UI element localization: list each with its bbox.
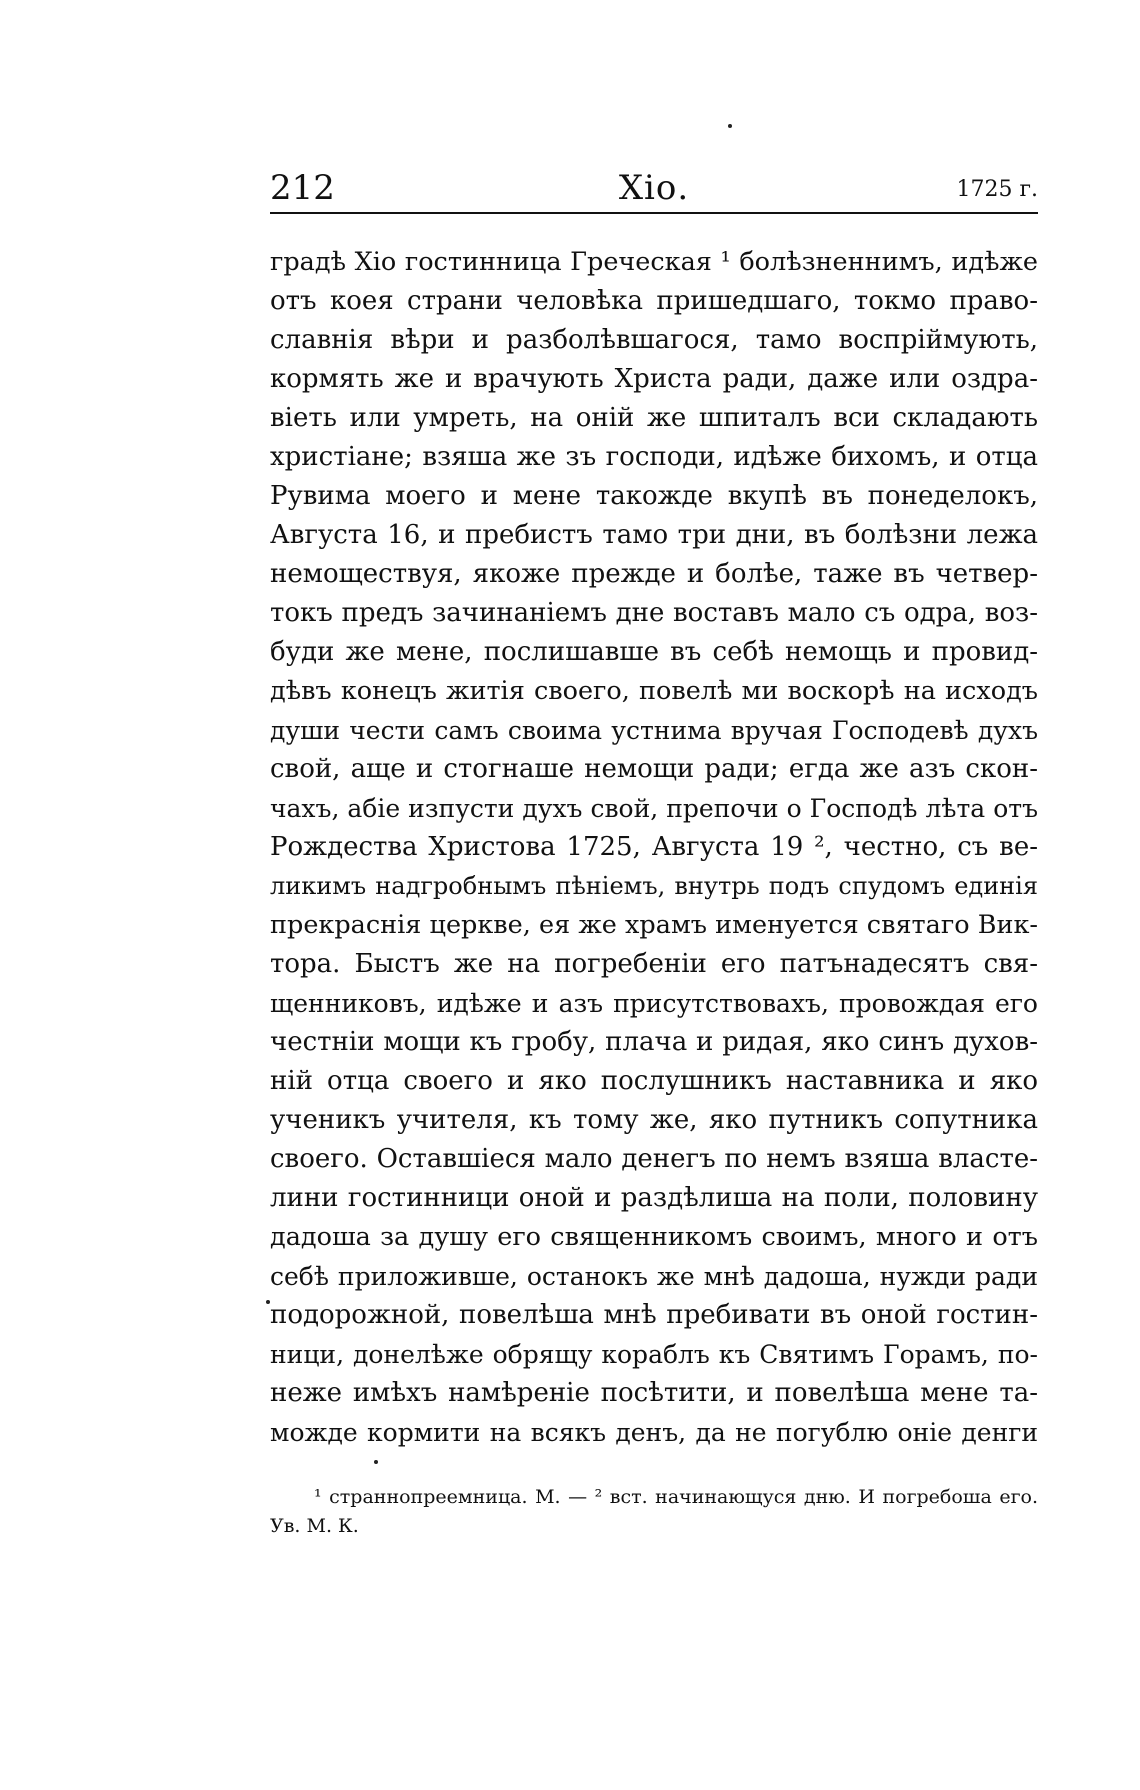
footnotes (270, 1483, 1038, 1541)
text-line: дѣвъ конецъ житія своего, повелѣ ми воскорѣ на исходъ (270, 676, 1038, 706)
text-line: свой, аще и стогнаше немощи ради; егда же азъ скон- (270, 754, 1038, 784)
text-line: честніи мощи къ гробу, плача и ридая, яко синъ духов- (270, 1027, 1038, 1057)
page-header (270, 165, 1038, 215)
text-line: Августа 16, и пребистъ тамо три дни, въ болѣзни лежа (270, 520, 1038, 550)
text-line: себѣ приложивше, останокъ же мнѣ дадоша, нужди ради (270, 1262, 1038, 1291)
text-line: щенниковъ, идѣже и азъ присутствовахъ, провождая его (270, 989, 1038, 1018)
text-line: ликимъ надгробнымъ пѣніемъ, внутрь подъ спудомъ единія (270, 872, 1038, 900)
footnote-line: Ув. М. К. (270, 1515, 359, 1537)
text-line: тора. Быстъ же на погребеніи его патънадесятъ свя- (270, 949, 1038, 979)
book-page (270, 165, 1038, 1565)
text-line: токъ предъ зачинаніемъ дне воставъ мало съ одра, воз- (270, 598, 1038, 628)
text-line: дадоша за душу его священникомъ своимъ, много и отъ (270, 1222, 1038, 1252)
text-line: віеть или умреть, на оній же шпиталъ вси складають (270, 403, 1038, 433)
running-title: Хіо. (618, 168, 690, 208)
text-line: отъ коея страни человѣка пришедшаго, токмо право- (270, 286, 1038, 316)
text-line: прекраснія церкве, ея же храмъ именуется святаго Вик- (270, 910, 1038, 940)
text-line: ній отца своего и яко послушникъ наставника и яко (270, 1066, 1038, 1096)
text-line: христіане; взяша же зъ господи, идѣже бихомъ, и отца (270, 442, 1038, 472)
text-line: славнія вѣри и разболѣвшагося, тамо воспріймують, (270, 325, 1038, 355)
body-text (270, 243, 1038, 1452)
text-line: кормять же и врачують Христа ради, даже или оздра- (270, 364, 1038, 394)
text-line: ученикъ учителя, къ тому же, яко путникъ сопутника (270, 1105, 1038, 1135)
text-line: чахъ, абіе изпусти духъ свой, препочи о Господѣ лѣта отъ (270, 794, 1038, 823)
text-line: градѣ Хіо гостинница Греческая ¹ болѣзненнимъ, идѣже (270, 247, 1038, 277)
running-year: 1725 г. (956, 177, 1038, 202)
text-line: Рождества Христова 1725, Августа 19 ², честно, съ ве- (270, 832, 1038, 862)
text-line: неже имѣхъ намѣреніе посѣтити, и повелѣша мене та- (270, 1378, 1038, 1408)
text-line: немоществуя, якоже прежде и болѣе, таже въ четвер- (270, 559, 1038, 589)
text-line: лини гостинници оной и раздѣлиша на поли, половину (270, 1183, 1038, 1213)
text-line: души чести самъ своима устнима вручая Господевѣ духъ (270, 716, 1038, 745)
text-line: буди же мене, послишавше въ себѣ немощь и провид- (270, 637, 1038, 667)
scan-speck (374, 1460, 378, 1464)
text-line: Рувима моего и мене такожде вкупѣ въ понеделокъ, (270, 481, 1038, 511)
page-number: 212 (270, 168, 335, 208)
text-line: своего. Оставшіеся мало денегъ по немъ взяша властe- (270, 1144, 1038, 1174)
text-line: подорожной, повелѣша мнѣ пребивати въ оной гостин- (270, 1300, 1038, 1330)
footnote-line: ¹ страннопреемница. М. — ² вст. начинающуся дню. И погребоша его. (314, 1486, 1038, 1508)
text-line: ници, донелѣже обрящу кораблъ къ Святимъ Горамъ, по- (270, 1340, 1038, 1369)
scan-speck (728, 124, 732, 128)
header-rule (270, 212, 1038, 214)
text-line: можде кормити на всякъ денъ, да не погублю оніе денги (270, 1418, 1038, 1447)
scan-speck (266, 1300, 270, 1304)
